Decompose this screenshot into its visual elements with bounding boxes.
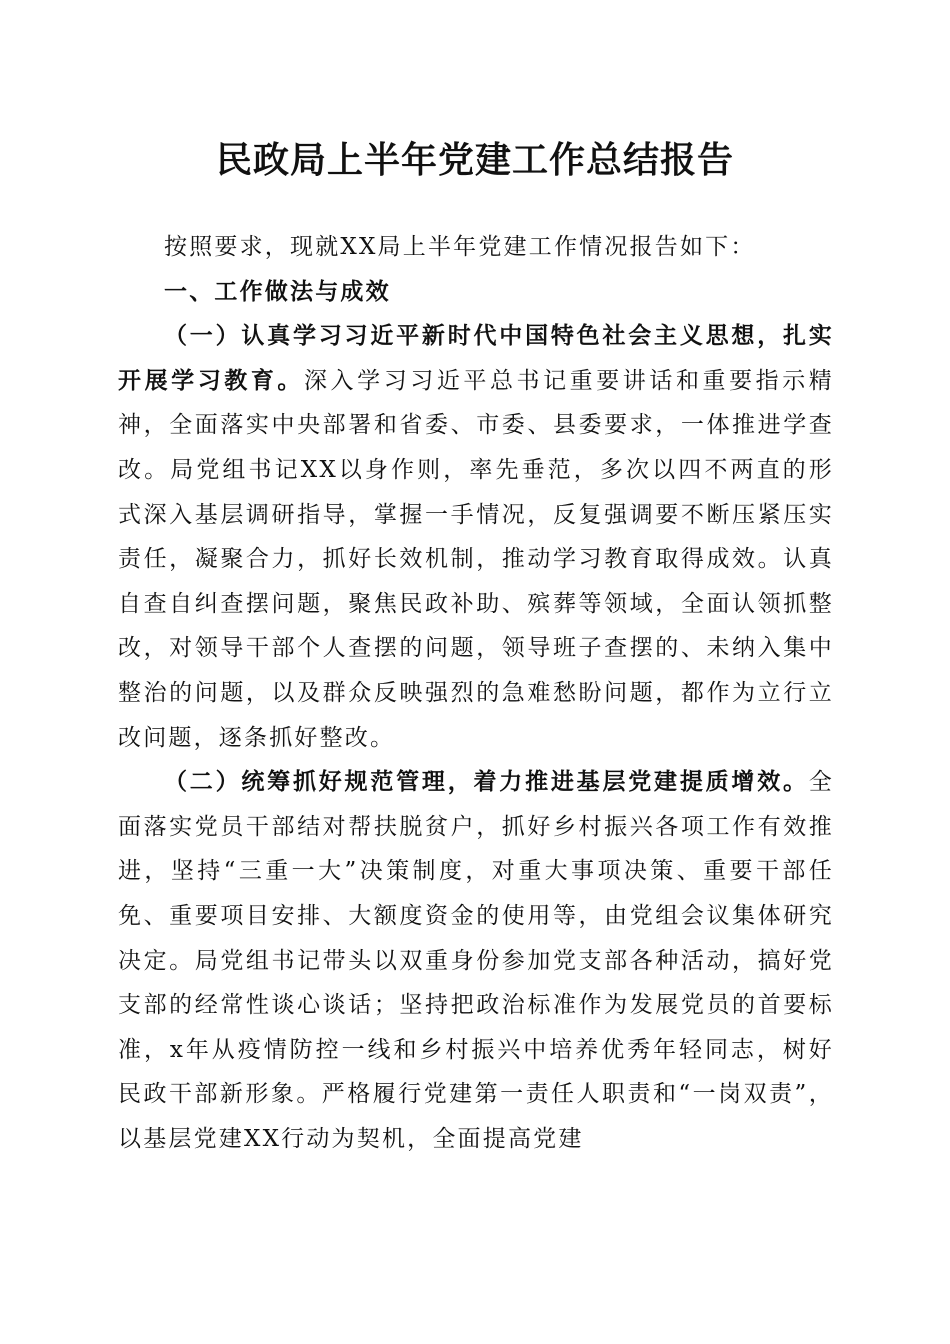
document-title: 民政局上半年党建工作总结报告 (215, 139, 734, 181)
paragraph-2-body: 全面落实党员干部结对帮扶脱贫户，抓好乡村振兴各项工作有效推进，坚持“三重一大”决策制度，对重大事项决策、重要干部任免、重要项目安排、大额度资金的使用等，由党组会议集体研究决定。局党组书记带头以双重身份参加党支部各种活动，搞好党支部的经常性谈心谈话；坚持把政治标准作为发展党员的首要标准，x年从疫情防控一线和乡村振兴中培养优秀年轻同志，树好民政干部新形象。严格履行党建第一责任人职责和“一岗双责”，以基层党建XX行动为契机，全面提高党建 (118, 769, 834, 1152)
document-body (118, 225, 834, 1161)
paragraph-1 (118, 314, 834, 760)
section-heading: 一、工作做法与成效 (164, 278, 391, 305)
paragraph-2-lead: （二）统筹抓好规范管理，着力推进基层党建提质增效。 (164, 768, 809, 796)
paragraph-2 (118, 760, 834, 1161)
intro-paragraph: 按照要求，现就XX局上半年党建工作情况报告如下： (164, 234, 756, 260)
paragraph-1-lead: （一）认真学习习近平新时代中国特色社会主义思想，扎实开展学习教育。 (118, 322, 834, 394)
paragraph-1-body: 深入学习习近平总书记重要讲话和重要指示精神，全面落实中央部署和省委、市委、县委要求，一体推进学查改。局党组书记XX以身作则，率先垂范，多次以四不两直的形式深入基层调研指导，掌握一手情况，反复强调要不断压紧压实责任，凝聚合力，抓好长效机制，推动学习教育取得成效。认真自查自纠查摆问题，聚焦民政补助、殡葬等领域，全面认领抓整改，对领导干部个人查摆的问题，领导班子查摆的、未纳入集中整治的问题，以及群众反映强烈的急难愁盼问题，都作为立行立改问题，逐条抓好整改。 (118, 367, 834, 751)
